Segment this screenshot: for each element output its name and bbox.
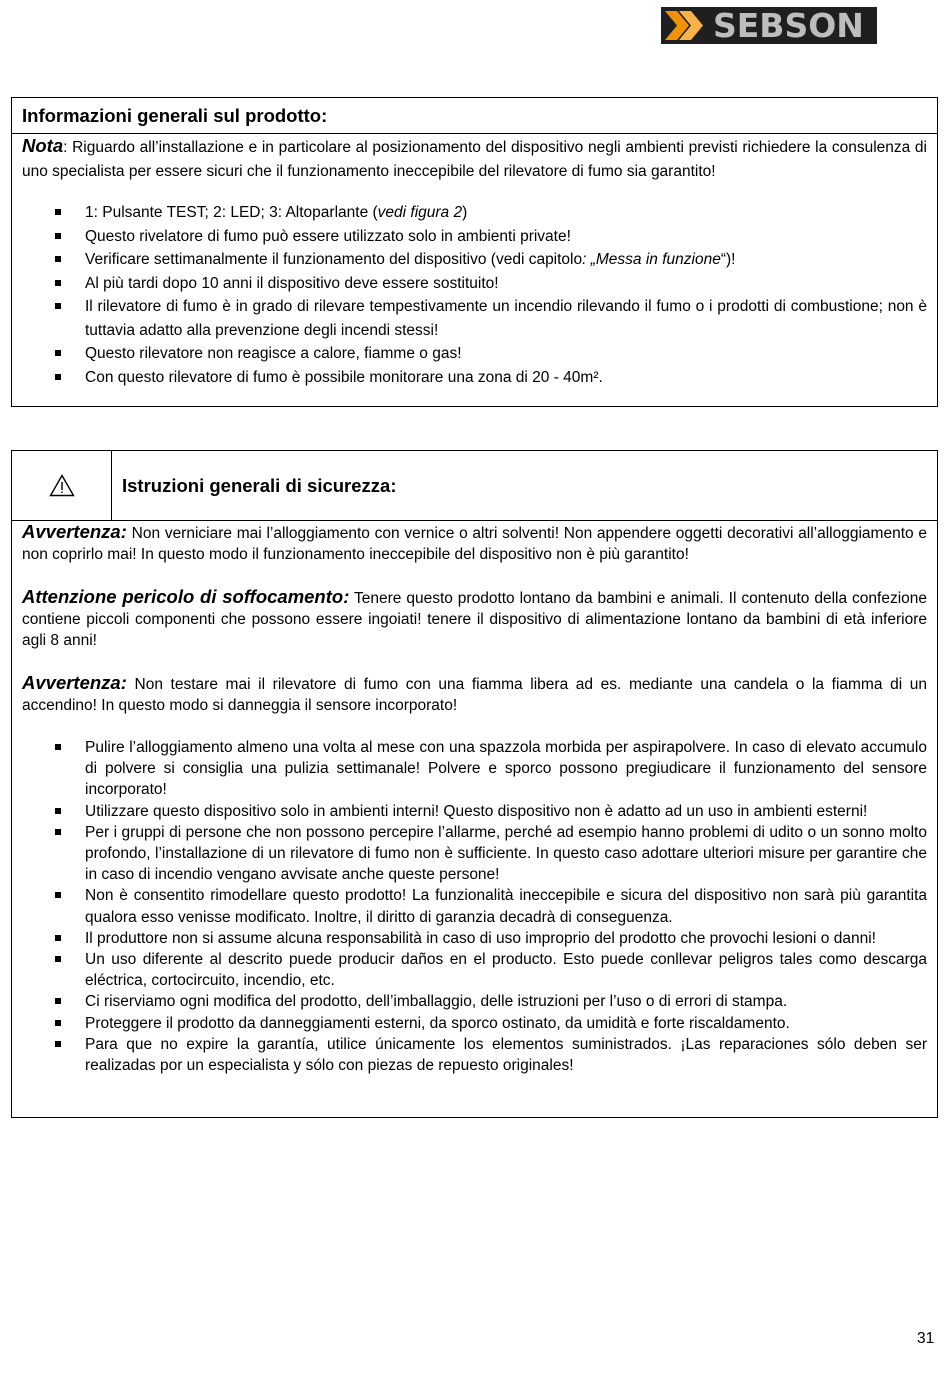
warning-label: Avvertenza: bbox=[22, 521, 127, 542]
list-item: Para que no expire la garantía, utilice únicamente los elementos suministrados. ¡Las reparaciones sólo deben ser realizadas por un especialista y sólo con piezas de repuesto originales! bbox=[12, 1034, 937, 1076]
warning-paragraph bbox=[12, 672, 937, 716]
warning-text: Non testare mai il rilevatore di fumo con una fiamma libera ad es. mediante una candela o la fiamma di un accendino! In questo modo si danneggia il sensore incorporato! bbox=[22, 676, 927, 714]
list-item: Ci riserviamo ogni modifica del prodotto, dell’imballaggio, delle istruzioni per l’uso o di errori di stampa. bbox=[12, 991, 937, 1012]
list-item bbox=[12, 342, 937, 366]
warning-triangle-icon bbox=[49, 474, 75, 497]
general-info-list bbox=[12, 201, 937, 389]
safety-warnings bbox=[12, 521, 937, 716]
page-number: 31 bbox=[917, 1330, 935, 1347]
list-item bbox=[12, 225, 937, 249]
list-item-text: Con questo rilevatore di fumo è possibile monitorare una zona di 20 - 40m². bbox=[85, 368, 603, 386]
list-item bbox=[12, 295, 937, 342]
safety-box bbox=[11, 450, 938, 1118]
safety-title: Istruzioni generali di sicurezza: bbox=[122, 475, 397, 496]
warning-paragraph bbox=[12, 521, 937, 565]
list-item bbox=[12, 201, 937, 225]
list-item-text: Questo rivelatore di fumo può essere utilizzato solo in ambienti private! bbox=[85, 227, 571, 245]
sebson-logo bbox=[661, 7, 877, 44]
list-item-text-end: “)! bbox=[720, 251, 736, 268]
list-item-emphasis: : „Messa in funzione bbox=[582, 251, 721, 268]
warning-label: Avvertenza: bbox=[22, 672, 127, 693]
list-item: Utilizzare questo dispositivo solo in ambienti interni! Questo dispositivo non è adatto ad un uso in ambienti esterni! bbox=[12, 801, 937, 822]
general-info-box bbox=[11, 97, 938, 407]
list-item: Pulire l’alloggiamento almeno una volta al mese con una spazzola morbida per aspirapolvere. In caso di elevato accumulo di polvere si consiglia una pulizia settimanale! Polvere e sporco possono pregiudicare il funzionamento del sensore incorporato! bbox=[12, 737, 937, 801]
list-item: Proteggere il prodotto da danneggiamenti esterni, da sporco ostinato, da umidità e forte riscaldamento. bbox=[12, 1013, 937, 1034]
safety-list bbox=[12, 737, 937, 1076]
list-item-text: 1: Pulsante TEST; 2: LED; 3: Altoparlante ( bbox=[85, 204, 378, 221]
list-item-text-end: ) bbox=[462, 204, 468, 221]
list-item-text: Al più tardi dopo 10 anni il dispositivo deve essere sostituito! bbox=[85, 274, 499, 292]
warning-icon-cell bbox=[12, 451, 112, 520]
list-item: Non è consentito rimodellare questo prodotto! La funzionalità ineccepibile e sicura del dispositivo non sarà più garantita qualora esso venisse modificato. Inoltre, il diritto di garanzia decadrà di conseguenza. bbox=[12, 885, 937, 927]
safety-header bbox=[12, 451, 937, 521]
list-item bbox=[12, 366, 937, 390]
note-text: : Riguardo all’installazione e in particolare al posizionamento del dispositivo negli ambienti previsti richiedere la consulenza di uno specialista per essere sicuri che il funzionamento ineccepibile del rilevatore di fumo sia garantito! bbox=[22, 139, 927, 180]
list-item: Il produttore non si assume alcuna responsabilità in caso di uso improprio del prodotto che provochi lesioni o danni! bbox=[12, 928, 937, 949]
general-info-title: Informazioni generali sul prodotto: bbox=[12, 98, 937, 134]
warning-text: Non verniciare mai l’alloggiamento con vernice o altri solventi! Non appendere oggetti decorativi all’alloggiamento e non coprirlo mai! In questo modo il funzionamento ineccepibile del dispositivo non è più garantito! bbox=[22, 525, 927, 563]
list-item: Per i gruppi di persone che non possono percepire l’allarme, perché ad esempio hanno problemi di udito o un sonno molto profondo, l’installazione di un rilevatore di fumo non è sufficiente. In questo caso adottare ulteriori misure per garantire che in caso di incendio vengano avvisate anche queste persone! bbox=[12, 822, 937, 886]
list-item: Un uso diferente al descrito puede producir daños en el producto. Esto puede conllevar peligros tales como descarga eléctrica, cortocircuito, incendio, etc. bbox=[12, 949, 937, 991]
list-item-text: Verificare settimanalmente il funzionamento del dispositivo (vedi capitolo bbox=[85, 251, 583, 268]
warning-paragraph bbox=[12, 586, 937, 651]
list-item-text: Questo rilevatore non reagisce a calore, fiamme o gas! bbox=[85, 345, 462, 362]
chevron-logo-icon bbox=[665, 11, 711, 40]
warning-text: Tenere questo prodotto lontano da bambini e animali. Il contenuto della confezione contiene piccoli componenti che possono essere ingoiati! tenere il dispositivo di alimentazione lontano da bambini di età inferiore agli 8 anni! bbox=[22, 590, 927, 649]
list-item bbox=[12, 272, 937, 296]
list-item bbox=[12, 248, 937, 272]
note-paragraph bbox=[12, 134, 937, 183]
note-label: Nota bbox=[22, 135, 64, 156]
brand-name: SEBSON bbox=[713, 6, 864, 45]
list-item-text: Il rilevatore di fumo è in grado di rilevare tempestivamente un incendio rilevando il fumo o i prodotti di combustione; non è tuttavia adatto alla prevenzione degli incendi stessi! bbox=[85, 298, 927, 339]
list-item-emphasis: vedi figura 2 bbox=[377, 204, 463, 221]
warning-label: Attenzione pericolo di soffocamento: bbox=[22, 586, 350, 607]
